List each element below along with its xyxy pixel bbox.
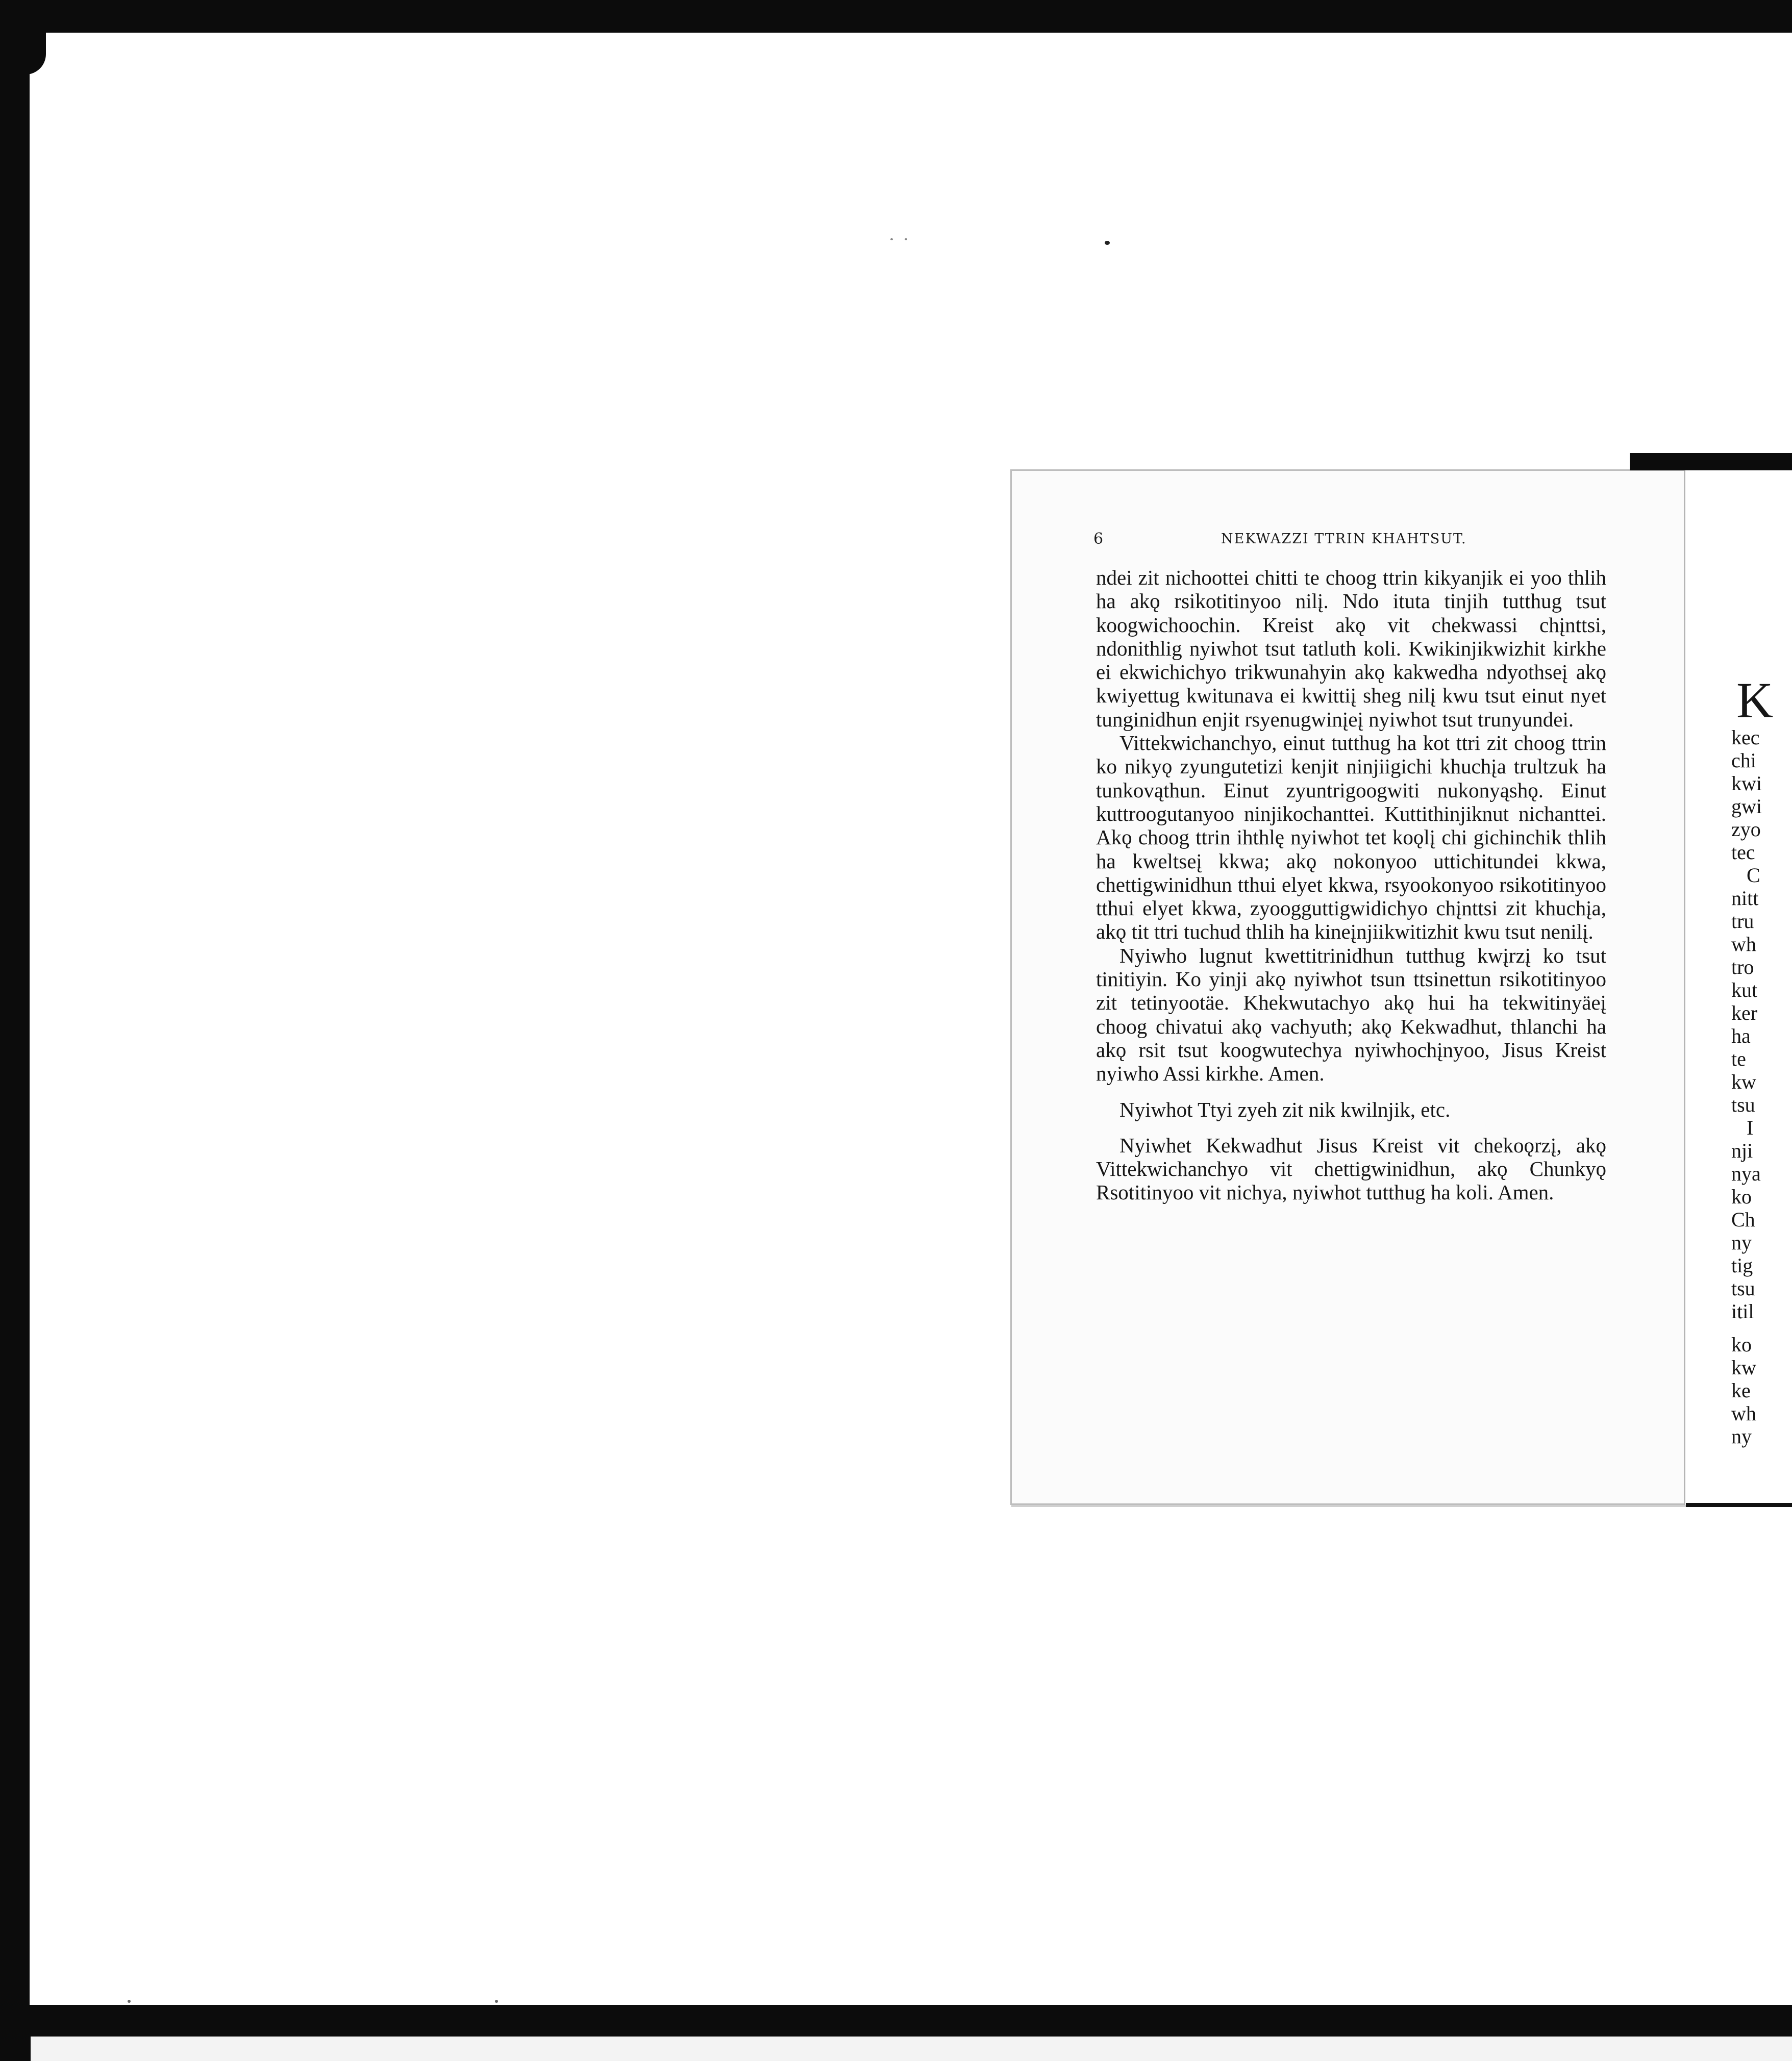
text-line-fragment: tro [1731,956,1754,978]
section-heading: Nyiwhot Ttyi zyeh zit nik kwilnjik, etc. [1119,1097,1451,1121]
text-line-fragment: tsu [1731,1093,1755,1116]
text-line-fragment: ny [1731,1231,1752,1254]
paragraph: Vittekwichanchyo, einut tutthug ha kot ttri zit choog ttrin ko nikyǫ zyungutetizi kenjit ninjiigichi khuchįa trultzuk ha tunkovąthun. Einut zyuntrigoogwiti nukonyąshǫ. Einut kuttroogutanyoo ninjikochanttei. Kuttithinjiknut nichanttei. Akǫ choog ttrin ihthlę nyiwhot tet koǫlį chi gichinchik thlih ha kweltseį kkwa; akǫ nokonyoo uttichitundei kkwa, chettigwinidhun tthui elyet kkwa, rsyookonyoo rsikotitinyoo tthui elyet kkwa, zyoogguttigwidichyo chįnttsi zit khuchįa, akǫ tit ttri tuchud thlih ha kineįnjiikwitizhit kwu tsut nenilį. [1096,731,1606,944]
text-line-fragment: zyo [1731,818,1761,841]
text-line-fragment: tru [1731,910,1754,933]
text-line-fragment: tec [1731,841,1755,864]
page-body [1096,566,1606,1204]
scan-border-corner [26,29,46,74]
scan-border-left [0,0,30,2061]
text-line-fragment: tsu [1731,1277,1755,1300]
text-line-fragment: itil [1731,1300,1754,1323]
text-line-fragment: wh [1731,1402,1756,1425]
book-page-left [1010,469,1689,1505]
facing-page-text [1731,680,1792,1448]
text-line-fragment: te [1731,1047,1746,1070]
text-line-fragment: kut [1731,978,1758,1001]
text-line-fragment: ha [1731,1024,1751,1047]
text-line-fragment: kec [1731,726,1760,749]
page-number: 6 [1093,530,1104,548]
text-line-fragment: tig [1731,1254,1753,1277]
scan-speck [905,238,907,240]
scan-speck [1105,241,1110,245]
paragraph: Nyiwhet Kekwadhut Jisus Kreist vit chekoǫrzį, akǫ Vittekwichanchyo vit chettigwinidhun, akǫ Chunkyǫ Rsotitinyoo vit nichya, nyiwhot tutthug ha koli. Amen. [1096,1133,1606,1204]
facing-page-bottom-shadow [1686,1503,1792,1507]
text-line-fragment: ker [1731,1001,1758,1024]
scan-border-bottom [0,2005,1792,2037]
paragraph: ndei zit nichoottei chitti te choog ttrin kikyanjik ei yoo thlih ha akǫ rsikotitinyoo nilį. Ndo ituta tinjih tutthug tsut koogwichoochin. Kreist akǫ vit chekwassi chįnttsi, ndonithlig nyiwhot tsut tatluth koli. Kwikinjikwizhit kirkhe ei ekwichichyo trikwunahyin akǫ kakwedha ndyothseį akǫ kwiyettug kwitunava ei kwittiį sheg nilį kwu tsut einut nyet tunginidhun enjit rsyenugwinįeį nyiwhot tsut trunyundei. [1096,566,1606,731]
text-line-fragment: C [1747,864,1760,887]
text-line-fragment: gwi [1731,795,1762,818]
scan-border-top [0,0,1792,33]
text-line-fragment: kw [1731,1070,1756,1093]
facing-page-top-shadow [1630,453,1792,470]
scan-speck [128,2000,131,2003]
text-line-fragment: ko [1731,1333,1752,1356]
text-line-fragment: kwi [1731,772,1762,795]
text-line-fragment: kw [1731,1356,1756,1379]
text-line-fragment: wh [1731,933,1756,956]
scan-border-bottom-edge [0,2037,31,2061]
running-head: NEKWAZZI TTRIN KHAHTSUT. [1221,531,1467,547]
text-line-fragment: nji [1731,1139,1753,1162]
paragraph: Nyiwho lugnut kwettitrinidhun tutthug kwįrzį ko tsut tinitiyin. Ko yinji akǫ nyiwhot tsun ttsinettun rsikotitinyoo zit tetinyootäe. Khekwutachyo akǫ hui ha tekwitinyäeį choog chivatui akǫ vachyuth; akǫ Kekwadhut, thlanchi ha akǫ rsit tsut koogwutechya nyiwhochįnyoo, Jisus Kreist nyiwho Assi kirkhe. Amen. [1096,943,1606,1086]
scan-speck [890,238,893,240]
text-line-fragment: ny [1731,1425,1752,1448]
text-line-fragment: chi [1731,749,1756,772]
scan-speck [495,2000,498,2003]
scan-bottom-strip [31,2037,1792,2061]
text-line-fragment: nya [1731,1162,1761,1185]
text-line-fragment: Ch [1731,1208,1755,1231]
text-line-fragment: ke [1731,1379,1751,1402]
drop-cap: K [1736,680,1774,728]
text-line-fragment: I [1747,1116,1754,1139]
text-line-fragment: ko [1731,1185,1752,1208]
text-line-fragment: nitt [1731,887,1759,910]
